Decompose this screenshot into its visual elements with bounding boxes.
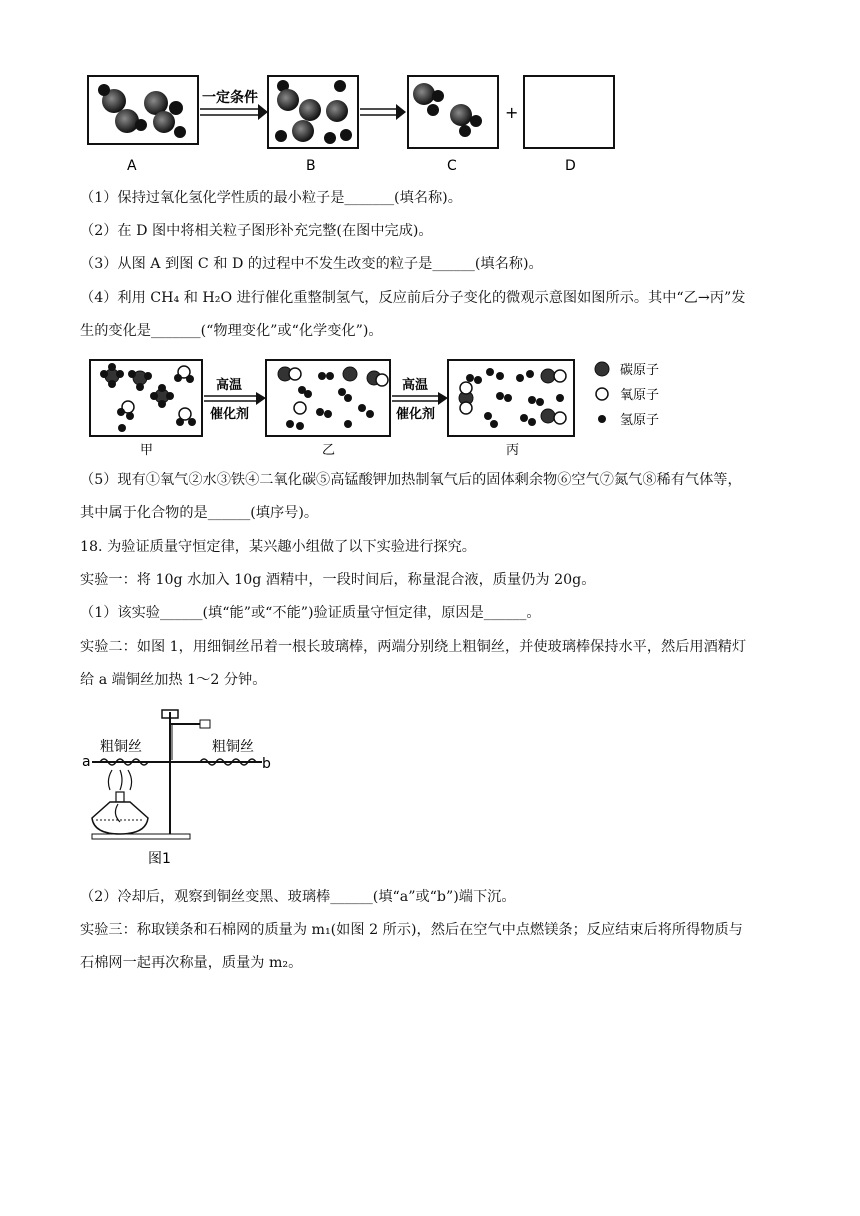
label-d: D [565, 158, 576, 174]
experiment-2-line-2: 给 a 端铜丝加热 1～2 分钟。 [80, 672, 267, 688]
experiment-1-question: （1）该实验______(填“能”或“不能”)验证质量守恒定律，原因是______。 [80, 605, 541, 621]
question-1: （1）保持过氧化氢化学性质的最小粒子是_______(填名称)。 [80, 190, 462, 206]
catalytic-reforming-figure [0, 352, 860, 462]
legend-oxygen-swatch [596, 388, 608, 400]
left-wire-label: 粗铜丝 [100, 739, 142, 755]
box-yi-particles [278, 367, 388, 430]
figure-1-caption: 图1 [148, 851, 171, 867]
legend-oxygen-label: 氧原子 [620, 388, 660, 403]
plus-sign: + [505, 103, 519, 122]
legend-carbon-swatch [595, 362, 609, 376]
box-d [524, 76, 614, 148]
question-18-title: 18. 为验证质量守恒定律，某兴趣小组做了以下实验进行探究。 [80, 539, 476, 555]
experiment-3-line-1: 实验三：称取镁条和石棉网的质量为 m₁(如图 2 所示)，然后在空气中点燃镁条；反应结束后将所得物质与 [80, 922, 743, 938]
box-jia-particles [100, 363, 196, 432]
legend [595, 362, 659, 428]
label-yi: 乙 [322, 443, 336, 458]
legend-hydrogen-swatch [598, 415, 606, 423]
box-c-particles [413, 83, 482, 137]
label-b: B [306, 158, 316, 174]
experiment-2-line-1: 实验二：如图 1，用细铜丝吊着一根长玻璃棒，两端分别绕上粗铜丝，并使玻璃棒保持水平，然后用酒精灯 [80, 639, 747, 655]
question-4-line-2: 生的变化是_______(“物理变化”或“化学变化”)。 [80, 323, 383, 339]
copper-wire-apparatus-figure [0, 700, 860, 870]
experiment-1-text: 实验一：将 10g 水加入 10g 酒精中，一段时间后，称量混合液，质量仍为 20g。 [80, 572, 596, 588]
box-b-particles [275, 80, 352, 144]
question-3: （3）从图 A 到图 C 和 D 的过程中不发生改变的粒子是______(填名称)。 [80, 256, 543, 272]
question-5-line-1: （5）现有①氧气②水③铁④二氧化碳⑤高锰酸钾加热制氧气后的固体剩余物⑥空气⑦氮气⑧稀有气体等， [80, 472, 742, 488]
molecule-reaction-figure [0, 0, 860, 180]
label-jia: 甲 [140, 443, 154, 458]
question-2: （2）在 D 图中将相关粒子图形补充完整(在图中完成)。 [80, 223, 433, 239]
end-b-label: b [262, 756, 271, 772]
box-bing-particles [459, 368, 566, 428]
arrow-label: 一定条件 [202, 90, 258, 106]
experiment-3-line-2: 石棉网一起再次称量，质量为 m₂。 [80, 955, 303, 971]
end-a-label: a [82, 754, 91, 770]
box-a-particles [98, 84, 186, 138]
label-c: C [447, 158, 457, 174]
label-a: A [127, 158, 137, 174]
arrow-2-label-top: 高温 [402, 378, 429, 393]
label-bing: 丙 [506, 443, 520, 458]
legend-carbon-label: 碳原子 [620, 363, 660, 378]
legend-hydrogen-label: 氢原子 [620, 413, 660, 428]
arrow-1-label-bottom: 催化剂 [210, 407, 250, 422]
question-4-line-1: （4）利用 CH₄ 和 H₂O 进行催化重整制氢气，反应前后分子变化的微观示意图如图所示。其中“乙→丙”发 [80, 290, 746, 306]
right-wire-label: 粗铜丝 [212, 739, 254, 755]
arrow-2-label-bottom: 催化剂 [396, 407, 436, 422]
question-5-line-2: 其中属于化合物的是______(填序号)。 [80, 505, 319, 521]
arrow-1-label-top: 高温 [216, 378, 243, 393]
experiment-2-question: （2）冷却后，观察到铜丝变黑、玻璃棒______(填“a”或“b”)端下沉。 [80, 889, 516, 905]
